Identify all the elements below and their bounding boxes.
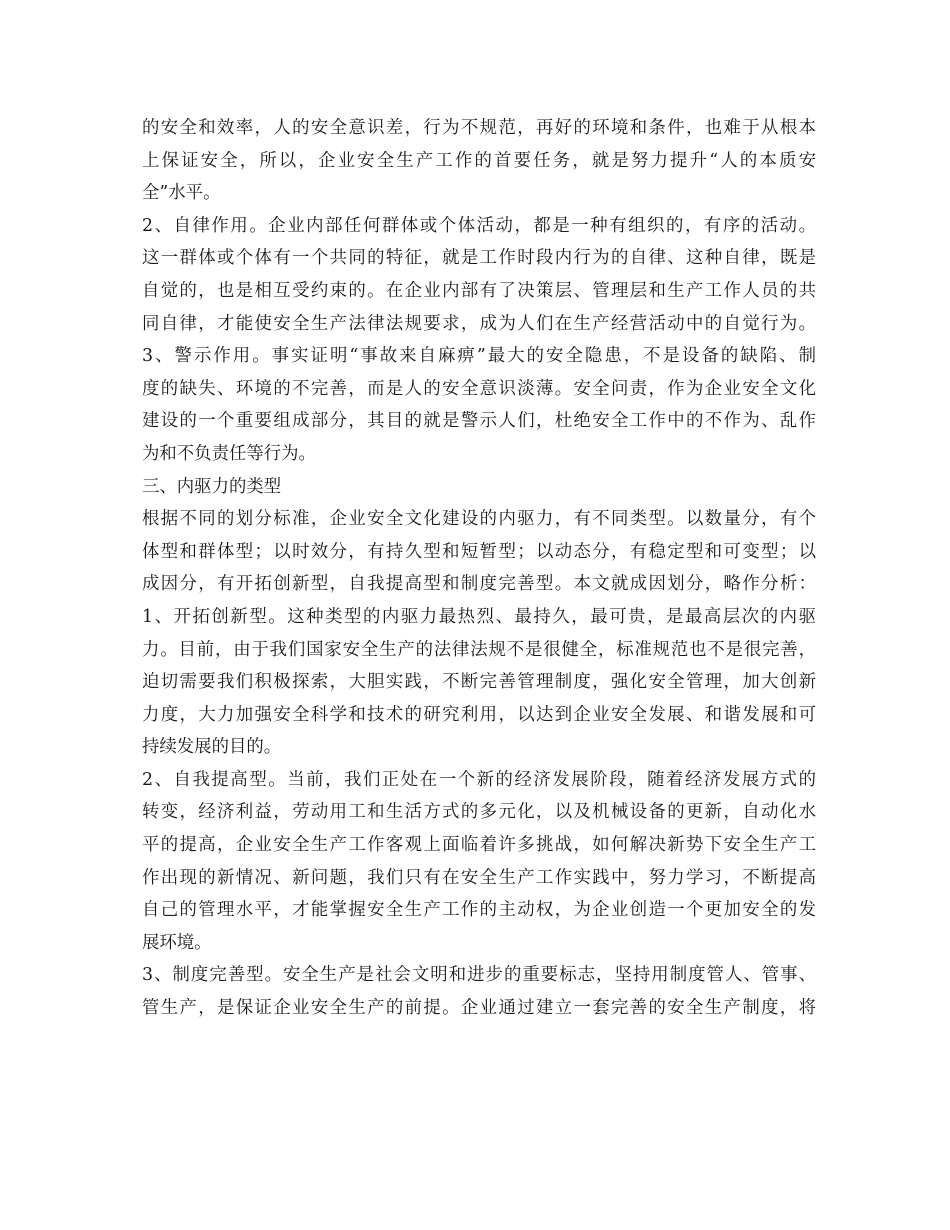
text-line: 3、警示作用。事实证明“事故来自麻痹”最大的安全隐患，不是设备的缺陷、制 bbox=[142, 346, 816, 367]
text-line: 建设的一个重要组成部分，其目的就是警示人们，杜绝安全工作中的不作为、乱作 bbox=[142, 411, 816, 432]
text-line: 自觉的，也是相互受约束的。在企业内部有了决策层、管理层和生产工作人员的共 bbox=[142, 280, 816, 301]
text-line: 成因分，有开拓创新型，自我提高型和制度完善型。本文就成因划分，略作分析： bbox=[142, 574, 816, 595]
text-line: 自己的管理水平，才能掌握安全生产工作的主动权，为企业创造一个更加安全的发 bbox=[142, 900, 816, 921]
text-line: 度的缺失、环境的不完善，而是人的安全意识淡薄。安全问责，作为企业安全文化 bbox=[142, 378, 816, 399]
text-line: 根据不同的划分标准，企业安全文化建设的内驱力，有不同类型。以数量分，有个 bbox=[142, 509, 816, 530]
text-line: 2、自律作用。企业内部任何群体或个体活动，都是一种有组织的，有序的活动。 bbox=[142, 215, 816, 236]
text-line: 转变，经济利益，劳动用工和生活方式的多元化，以及机械设备的更新，自动化水 bbox=[142, 802, 816, 823]
text-line: 2、自我提高型。当前，我们正处在一个新的经济发展阶段，随着经济发展方式的 bbox=[142, 769, 816, 790]
text-line: 的安全和效率，人的安全意识差，行为不规范，再好的环境和条件，也难于从根本 bbox=[142, 118, 816, 138]
text-line: 作出现的新情况、新问题，我们只有在安全生产工作实践中，努力学习，不断提高 bbox=[142, 867, 816, 888]
text-line: 体型和群体型；以时效分，有持久型和短暂型；以动态分，有稳定型和可变型；以 bbox=[142, 541, 816, 562]
text-line: 展环境。 bbox=[142, 932, 212, 953]
text-line: 3、制度完善型。安全生产是社会文明和进步的重要标志，坚持用制度管人、管事、 bbox=[142, 965, 816, 986]
text-line: 力。目前，由于我们国家安全生产的法律法规不是很健全，标准规范也不是很完善， bbox=[142, 639, 816, 660]
text-line: 力度，大力加强安全科学和技术的研究利用，以达到企业安全发展、和谐发展和可 bbox=[142, 704, 816, 725]
text-line: 这一群体或个体有一个共同的特征，就是工作时段内行为的自律、这种自律，既是 bbox=[142, 248, 816, 269]
text-line: 迫切需要我们积极探索，大胆实践，不断完善管理制度，强化安全管理，加大创新 bbox=[142, 672, 816, 693]
text-line: 为和不负责任等行为。 bbox=[142, 443, 316, 464]
text-line: 平的提高，企业安全生产工作客观上面临着许多挑战，如何解决新势下安全生产工 bbox=[142, 835, 816, 856]
text-line: 管生产，是保证企业安全生产的前提。企业通过建立一套完善的安全生产制度，将 bbox=[142, 998, 816, 1019]
text-line: 同自律，才能使安全生产法律法规要求，成为人们在生产经营活动中的自觉行为。 bbox=[142, 313, 816, 334]
text-line: 上保证安全，所以，企业安全生产工作的首要任务，就是努力提升“人的本质安 bbox=[142, 150, 816, 171]
section-heading: 三、内驱力的类型 bbox=[142, 476, 282, 497]
body-text bbox=[142, 112, 816, 1025]
text-line: 持续发展的目的。 bbox=[142, 737, 282, 758]
text-line: 全”水平。 bbox=[142, 183, 221, 204]
text-line: 1、开拓创新型。这种类型的内驱力最热烈、最持久，最可贵，是最高层次的内驱 bbox=[142, 606, 816, 627]
